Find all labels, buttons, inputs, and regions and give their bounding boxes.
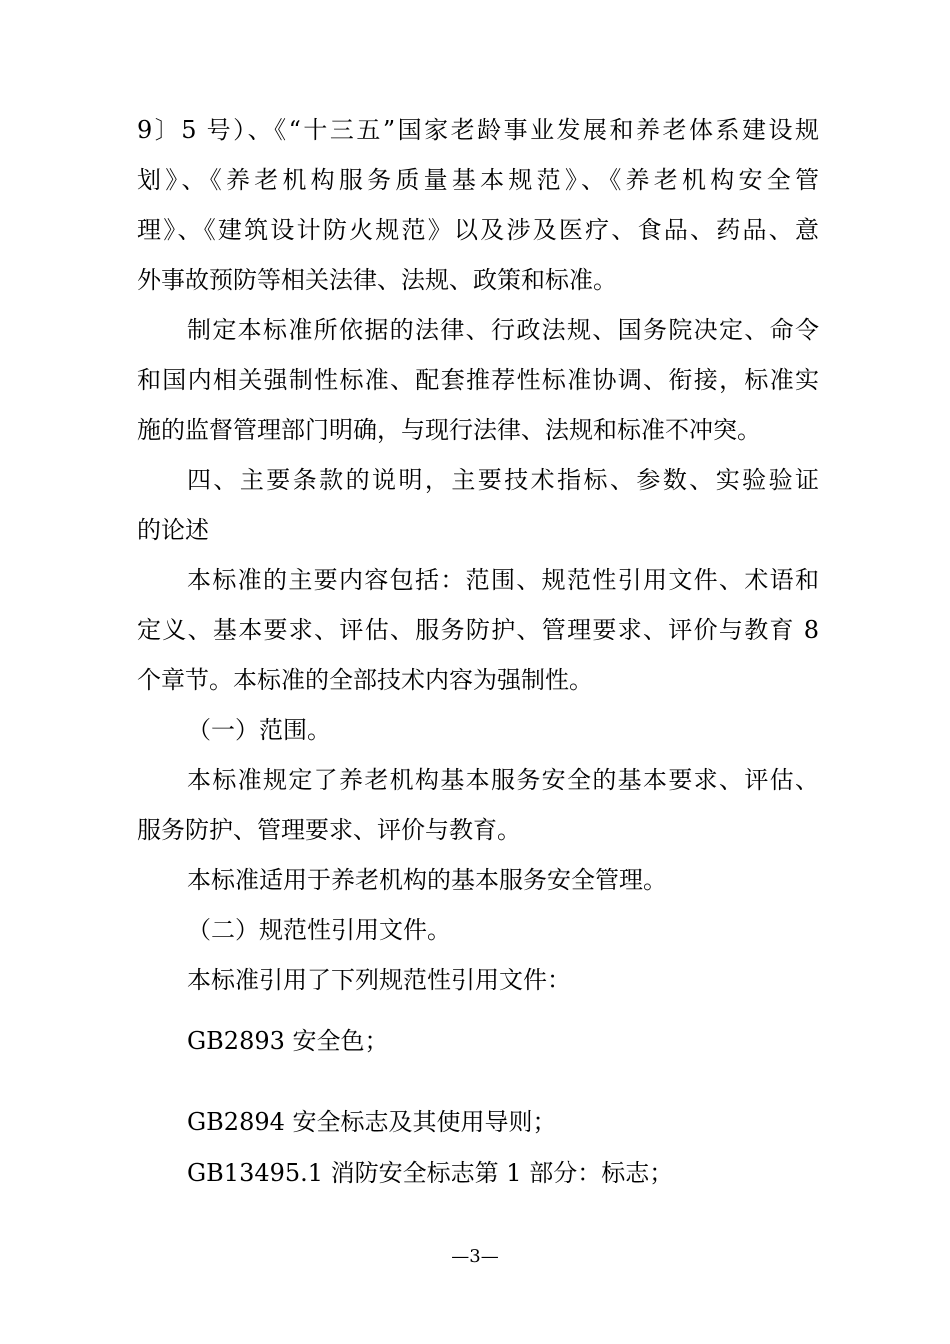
paragraph-line-12: 服务防护、管理要求、评价与教育。 [137, 816, 521, 844]
paragraph-line-6: 和国内相关强制性标准、配套推荐性标准协调、衔接，标准实 [137, 366, 819, 394]
paragraph-line-3: 理》、《建筑设计防火规范》以及涉及医疗、食品、药品、意 [137, 216, 819, 244]
paragraph-line-14: 本标准引用了下列规范性引用文件： [187, 966, 571, 994]
paragraph-line-2: 划》、《养老机构服务质量基本规范》、《养老机构安全管 [137, 166, 819, 194]
paragraph-line-8: 本标准的主要内容包括：范围、规范性引用文件、术语和 [187, 566, 819, 594]
paragraph-line-9: 定义、基本要求、评估、服务防护、管理要求、评价与教育 8 [137, 616, 819, 644]
reference-item-1: GB2893 安全色； [187, 1027, 389, 1055]
paragraph-line-1: 9〕5 号）、《“十三五”国家老龄事业发展和养老体系建设规 [137, 116, 819, 144]
paragraph-line-10: 个章节。本标准的全部技术内容为强制性。 [137, 666, 593, 694]
reference-item-2: GB2894 安全标志及其使用导则； [187, 1108, 557, 1136]
subsection-heading-scope: （一）范围。 [187, 716, 331, 744]
reference-item-3: GB13495.1 消防安全标志第 1 部分：标志； [187, 1159, 674, 1187]
paragraph-line-7: 施的监督管理部门明确，与现行法律、法规和标准不冲突。 [137, 416, 761, 444]
paragraph-line-4: 外事故预防等相关法律、法规、政策和标准。 [137, 266, 617, 294]
page-number: —3— [451, 1246, 499, 1267]
paragraph-line-11: 本标准规定了养老机构基本服务安全的基本要求、评估、 [187, 766, 819, 794]
section-heading-line-2: 的论述 [137, 516, 209, 544]
subsection-heading-references: （二）规范性引用文件。 [187, 916, 451, 944]
section-heading-line-1: 四、主要条款的说明，主要技术指标、参数、实验验证 [187, 466, 819, 494]
paragraph-line-5: 制定本标准所依据的法律、行政法规、国务院决定、命令 [187, 316, 819, 344]
paragraph-line-13: 本标准适用于养老机构的基本服务安全管理。 [187, 866, 667, 894]
